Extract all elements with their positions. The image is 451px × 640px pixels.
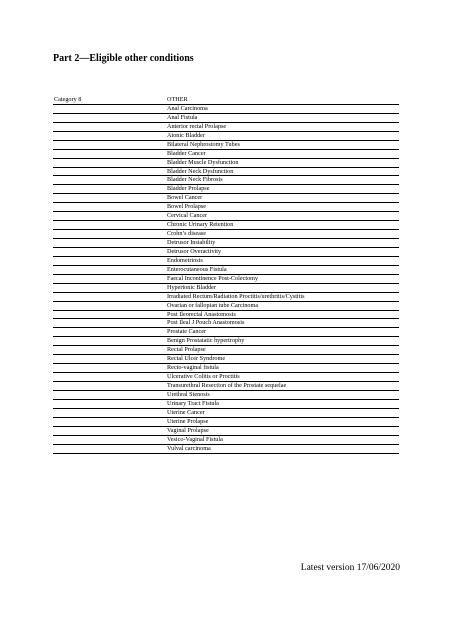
table-row (53, 319, 399, 328)
category-cell (53, 203, 163, 211)
table-row (53, 355, 399, 364)
category-cell (53, 150, 163, 158)
condition-cell: Anterior rectal Prolapse (167, 122, 227, 130)
condition-cell: Cervical Cancer (167, 212, 208, 220)
condition-cell: Bilateral Nephrostomy Tubes (167, 140, 240, 148)
table-row (53, 391, 399, 400)
category-cell (53, 373, 163, 381)
table-row (53, 382, 399, 391)
category-cell (53, 114, 163, 122)
condition-cell: Bowel Cancer (167, 194, 203, 202)
condition-cell: Vulval carcinoma (167, 444, 211, 452)
category-cell (53, 427, 163, 435)
category-cell (53, 141, 163, 149)
category-cell (53, 319, 163, 327)
page-heading: Part 2—Eligible other conditions (53, 53, 194, 64)
table-row (53, 311, 399, 320)
table-row (53, 159, 399, 168)
category-cell (53, 436, 163, 444)
table-row (53, 203, 399, 212)
condition-cell: Atonic Bladder (167, 131, 205, 139)
condition-cell: Prostate Cancer (167, 328, 207, 336)
category-cell (53, 382, 163, 390)
condition-cell: Ovarian or fallopian tube Carcinoma (167, 301, 259, 309)
category-cell (53, 400, 163, 408)
category-cell (53, 185, 163, 193)
category-cell (53, 123, 163, 131)
table-row (53, 328, 399, 337)
condition-cell: Vaginal Prolapse (167, 426, 209, 434)
condition-cell: Uterine Prolapse (167, 417, 209, 425)
version-footer: Latest version 17/06/2020 (300, 563, 400, 573)
column-header: OTHER (167, 96, 188, 103)
category-cell (53, 337, 163, 345)
table-header-row (53, 96, 399, 105)
category-cell (53, 230, 163, 238)
table-row (53, 293, 399, 302)
condition-cell: Bladder Neck Dysfunction (167, 167, 234, 175)
category-cell (53, 293, 163, 301)
category-cell (53, 364, 163, 372)
category-cell (53, 221, 163, 229)
category-cell (53, 284, 163, 292)
condition-cell: Uterine Cancer (167, 408, 205, 416)
category-cell (53, 176, 163, 184)
table-row (53, 230, 399, 239)
condition-cell: Bladder Neck Fibrosis (167, 176, 223, 184)
category-cell (53, 302, 163, 310)
condition-cell: Anal Fistula (167, 113, 198, 121)
category-cell (53, 311, 163, 319)
category-cell (53, 355, 163, 363)
condition-cell: Bladder Muscle Dysfunction (167, 158, 239, 166)
category-cell (53, 248, 163, 256)
condition-cell: Crohn’s disease (167, 230, 207, 238)
table-row (53, 176, 399, 185)
condition-cell: Rectal Ulcer Syndrome (167, 355, 226, 363)
table-row (53, 284, 399, 293)
conditions-table (53, 96, 399, 454)
table-row (53, 150, 399, 159)
table-row (53, 373, 399, 382)
category-cell (53, 168, 163, 176)
table-row (53, 168, 399, 177)
condition-cell: Transurethral Resection of the Prostate sequelae (167, 382, 287, 389)
category-cell (53, 239, 163, 247)
condition-cell: Hypertonic Bladder (167, 283, 216, 291)
table-row (53, 427, 399, 436)
condition-cell: Post Ileorectal Anastomosis (167, 310, 236, 318)
table-row (53, 266, 399, 275)
condition-cell: Urethral Stenosis (167, 390, 210, 398)
table-row (53, 123, 399, 132)
condition-cell: Bowel Prolapse (167, 203, 207, 211)
condition-cell: Ulcerative Colitis or Proctitis (167, 373, 240, 381)
table-row (53, 346, 399, 355)
condition-cell: Endometriosis (167, 256, 203, 264)
table-row (53, 418, 399, 427)
condition-cell: Recto-vaginal fistula (167, 364, 219, 372)
table-row (53, 239, 399, 248)
table-row (53, 212, 399, 221)
category-label: Category 8 (54, 96, 82, 103)
condition-cell: Anal Carcinoma (167, 104, 208, 112)
category-cell (53, 257, 163, 265)
table-row (53, 221, 399, 230)
category-cell (53, 346, 163, 354)
table-row (53, 132, 399, 141)
category-cell (53, 132, 163, 140)
category-cell (53, 328, 163, 336)
condition-cell: Faecal Incontinence Post-Colectomy (167, 274, 259, 282)
table-row (53, 364, 399, 373)
condition-cell: Rectal Prolapse (167, 346, 206, 354)
condition-cell: Enterocutaneous Fistula (167, 265, 227, 273)
table-row (53, 105, 399, 114)
table-row (53, 185, 399, 194)
table-row (53, 400, 399, 409)
condition-cell: Chronic Urinary Retention (167, 221, 234, 229)
table-row (53, 409, 399, 418)
table-row (53, 337, 399, 346)
condition-cell: Vesico-Vaginal Fistula (167, 435, 223, 443)
category-cell (53, 445, 163, 453)
conditions-list (53, 105, 399, 454)
condition-cell: Detrusor Instability (167, 239, 216, 246)
condition-cell: Benign Prostatatic hypertrophy (167, 337, 245, 345)
category-cell (53, 409, 163, 417)
table-row (53, 141, 399, 150)
table-row (53, 114, 399, 123)
category-cell (53, 212, 163, 220)
table-row (53, 257, 399, 266)
table-row (53, 275, 399, 284)
table-row (53, 445, 399, 454)
category-cell (53, 266, 163, 274)
condition-cell: Post Ileal J Pouch Anastomosis (167, 319, 245, 327)
table-row (53, 194, 399, 203)
category-cell (53, 391, 163, 399)
condition-cell: Irradiated Rectum/Radiation Proctitis/urethritis/Cystitis (167, 292, 305, 300)
table-row (53, 248, 399, 257)
condition-cell: Bladder Cancer (167, 149, 206, 157)
category-cell (53, 194, 163, 202)
condition-cell: Urinary Tract Fistula (167, 399, 219, 407)
category-cell (53, 159, 163, 167)
table-row (53, 302, 399, 311)
category-cell (53, 105, 163, 113)
condition-cell: Detrusor Overactivity (167, 247, 222, 255)
category-cell (53, 275, 163, 283)
table-row (53, 436, 399, 445)
category-cell (53, 418, 163, 426)
condition-cell: Bladder Prolapse (167, 185, 210, 193)
